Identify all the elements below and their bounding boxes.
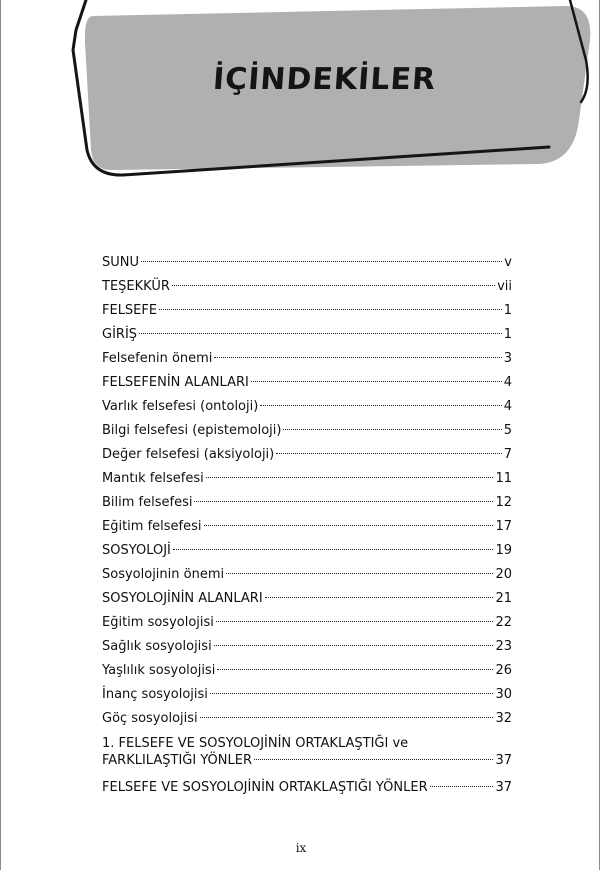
toc-entry-page: 17 xyxy=(495,519,512,534)
dot-leader xyxy=(251,381,502,382)
toc-entry-page: 5 xyxy=(503,423,512,438)
toc-entry-label: Yaşlılık sosyolojisi xyxy=(102,663,216,678)
toc-entry[interactable] xyxy=(102,443,512,467)
toc-entry-page: 20 xyxy=(495,567,512,582)
dot-leader xyxy=(210,693,494,694)
toc-entry-page: 23 xyxy=(495,639,512,654)
dot-leader xyxy=(254,759,493,760)
toc-entry-label: SOSYOLOJİ xyxy=(102,543,171,558)
toc-entry[interactable] xyxy=(102,251,512,275)
dot-leader xyxy=(260,405,501,406)
toc-entry-page: 22 xyxy=(495,615,512,630)
toc-entry-page: 30 xyxy=(495,687,512,702)
toc-entry[interactable] xyxy=(102,659,512,683)
toc-entry[interactable] xyxy=(102,587,512,611)
toc-entry-label: Mantık felsefesi xyxy=(102,471,204,486)
toc-entry-label: GİRİŞ xyxy=(102,327,138,342)
toc-entry[interactable] xyxy=(102,539,512,563)
dot-leader xyxy=(206,477,494,478)
toc-entry-label: Bilgi felsefesi (epistemoloji) xyxy=(102,423,282,438)
page-title: İÇİNDEKİLER xyxy=(211,62,438,97)
dot-leader xyxy=(214,645,494,646)
dot-leader xyxy=(173,549,494,550)
dot-leader xyxy=(159,309,502,310)
table-of-contents xyxy=(102,251,512,800)
toc-entry[interactable] xyxy=(102,467,512,491)
toc-entry[interactable] xyxy=(102,707,512,731)
toc-entry-label: Göç sosyolojisi xyxy=(102,711,198,726)
toc-entry-page: 12 xyxy=(495,495,512,510)
toc-entry[interactable] xyxy=(102,776,512,800)
dot-leader xyxy=(200,717,494,718)
toc-entry-label: Değer felsefesi (aksiyoloji) xyxy=(102,447,275,462)
toc-entry-page: 1 xyxy=(503,303,512,318)
toc-entry[interactable] xyxy=(102,515,512,539)
dot-leader xyxy=(172,285,495,286)
toc-entry-multiline[interactable] xyxy=(102,736,512,770)
toc-entry[interactable] xyxy=(102,419,512,443)
toc-entry-label-line1: 1. FELSEFE VE SOSYOLOJİNİN ORTAKLAŞTIĞI ve xyxy=(102,736,409,751)
toc-entry-page: 4 xyxy=(503,375,512,390)
toc-entry-page: 32 xyxy=(495,711,512,726)
dot-leader xyxy=(217,669,493,670)
toc-entry[interactable] xyxy=(102,395,512,419)
toc-entry-page: 37 xyxy=(495,753,512,768)
toc-entry-page: 3 xyxy=(503,351,512,366)
toc-entry-label: FELSEFENİN ALANLARI xyxy=(102,375,249,390)
dot-leader xyxy=(276,453,501,454)
toc-entry[interactable] xyxy=(102,635,512,659)
toc-entry[interactable] xyxy=(102,299,512,323)
dot-leader xyxy=(141,261,502,262)
toc-entry[interactable] xyxy=(102,563,512,587)
toc-entry-line2 xyxy=(102,752,512,770)
toc-entry[interactable] xyxy=(102,683,512,707)
toc-entry-label: Sosyolojinin önemi xyxy=(102,567,225,582)
toc-entry-page: 1 xyxy=(503,327,512,342)
toc-entry-label: İnanç sosyolojisi xyxy=(102,687,208,702)
dot-leader xyxy=(216,621,494,622)
toc-entry-label: Eğitim sosyolojisi xyxy=(102,615,214,630)
dot-leader xyxy=(139,333,502,334)
page-number: ix xyxy=(295,841,307,855)
toc-entry-label: Sağlık sosyolojisi xyxy=(102,639,212,654)
toc-entry-label: Eğitim felsefesi xyxy=(102,519,202,534)
toc-entry-label: Varlık felsefesi (ontoloji) xyxy=(102,399,259,414)
toc-entry-page: vii xyxy=(497,279,512,294)
toc-entry[interactable] xyxy=(102,275,512,299)
toc-entry-page: 4 xyxy=(503,399,512,414)
toc-entry-label: TEŞEKKÜR xyxy=(102,279,170,294)
toc-entry-label: Bilim felsefesi xyxy=(102,495,193,510)
toc-entry-label: FELSEFE VE SOSYOLOJİNİN ORTAKLAŞTIĞI YÖNLER xyxy=(102,780,428,795)
dot-leader xyxy=(204,525,494,526)
toc-entry-page: 37 xyxy=(495,780,512,795)
toc-entry-page: v xyxy=(504,255,512,270)
toc-entry[interactable] xyxy=(102,371,512,395)
dot-leader xyxy=(214,357,501,358)
toc-entry-page: 11 xyxy=(495,471,512,486)
dot-leader xyxy=(194,501,493,502)
toc-entry-label: FELSEFE xyxy=(102,303,158,318)
dot-leader xyxy=(226,573,493,574)
dot-leader xyxy=(430,786,494,787)
toc-entry-page: 26 xyxy=(495,663,512,678)
toc-entry-label: Felsefenin önemi xyxy=(102,351,213,366)
toc-entry[interactable] xyxy=(102,491,512,515)
dot-leader xyxy=(283,429,501,430)
dot-leader xyxy=(265,597,494,598)
toc-entry[interactable] xyxy=(102,611,512,635)
toc-entry-page: 21 xyxy=(495,591,512,606)
toc-entry[interactable] xyxy=(102,323,512,347)
toc-entry-page: 19 xyxy=(495,543,512,558)
toc-entry-label: SOSYOLOJİNİN ALANLARI xyxy=(102,591,263,606)
toc-entry-page: 7 xyxy=(503,447,512,462)
toc-entry-label-line2: FARKLILAŞTIĞI YÖNLER xyxy=(102,753,252,768)
toc-entry-label: SUNU xyxy=(102,255,140,270)
toc-entry[interactable] xyxy=(102,347,512,371)
